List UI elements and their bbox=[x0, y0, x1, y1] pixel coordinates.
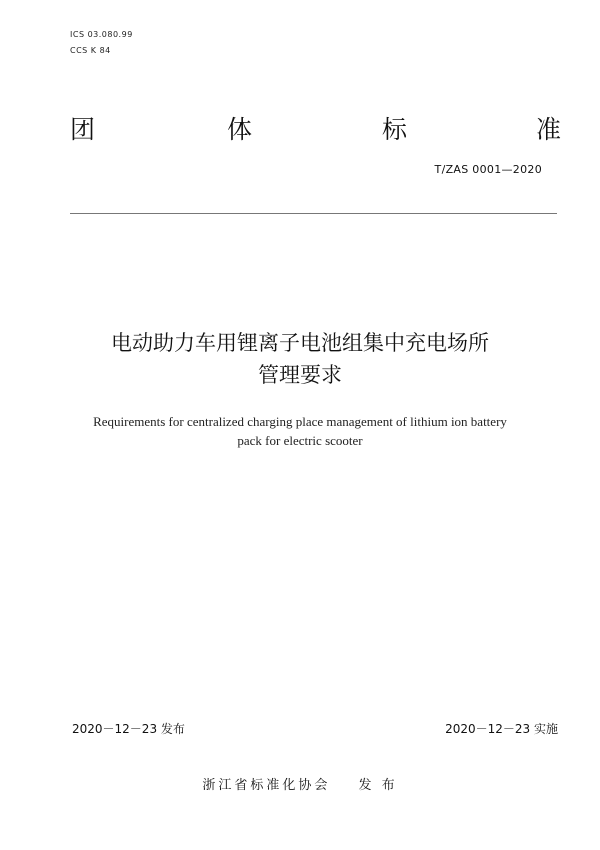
publisher-name: 浙江省标准化协会 bbox=[202, 778, 331, 793]
publisher-line bbox=[0, 774, 600, 793]
header-divider bbox=[70, 213, 557, 214]
publish-action: 发 布 bbox=[358, 778, 398, 793]
english-title-line-1: Requirements for centralized charging place management of lithium ion battery bbox=[93, 414, 507, 429]
english-title-line-2: pack for electric scooter bbox=[237, 433, 363, 448]
standard-type-char-4: 准 bbox=[536, 115, 562, 144]
chinese-title-line-1: 电动助力车用锂离子电池组集中充电场所 bbox=[111, 331, 489, 355]
chinese-title bbox=[0, 327, 600, 391]
ccs-code: CCS K 84 bbox=[70, 46, 111, 55]
chinese-title-line-2: 管理要求 bbox=[258, 363, 342, 387]
ics-code: ICS 03.080.99 bbox=[70, 30, 133, 39]
implementation-date: 2020－12－23 实施 bbox=[445, 722, 558, 736]
standard-type-char-3: 标 bbox=[382, 115, 408, 144]
standard-type-char-1: 团 bbox=[70, 115, 96, 144]
issue-date: 2020－12－23 发布 bbox=[72, 722, 185, 736]
standard-type-char-2: 体 bbox=[227, 115, 253, 144]
english-title bbox=[50, 412, 550, 450]
standard-number: T/ZAS 0001—2020 bbox=[434, 163, 542, 176]
